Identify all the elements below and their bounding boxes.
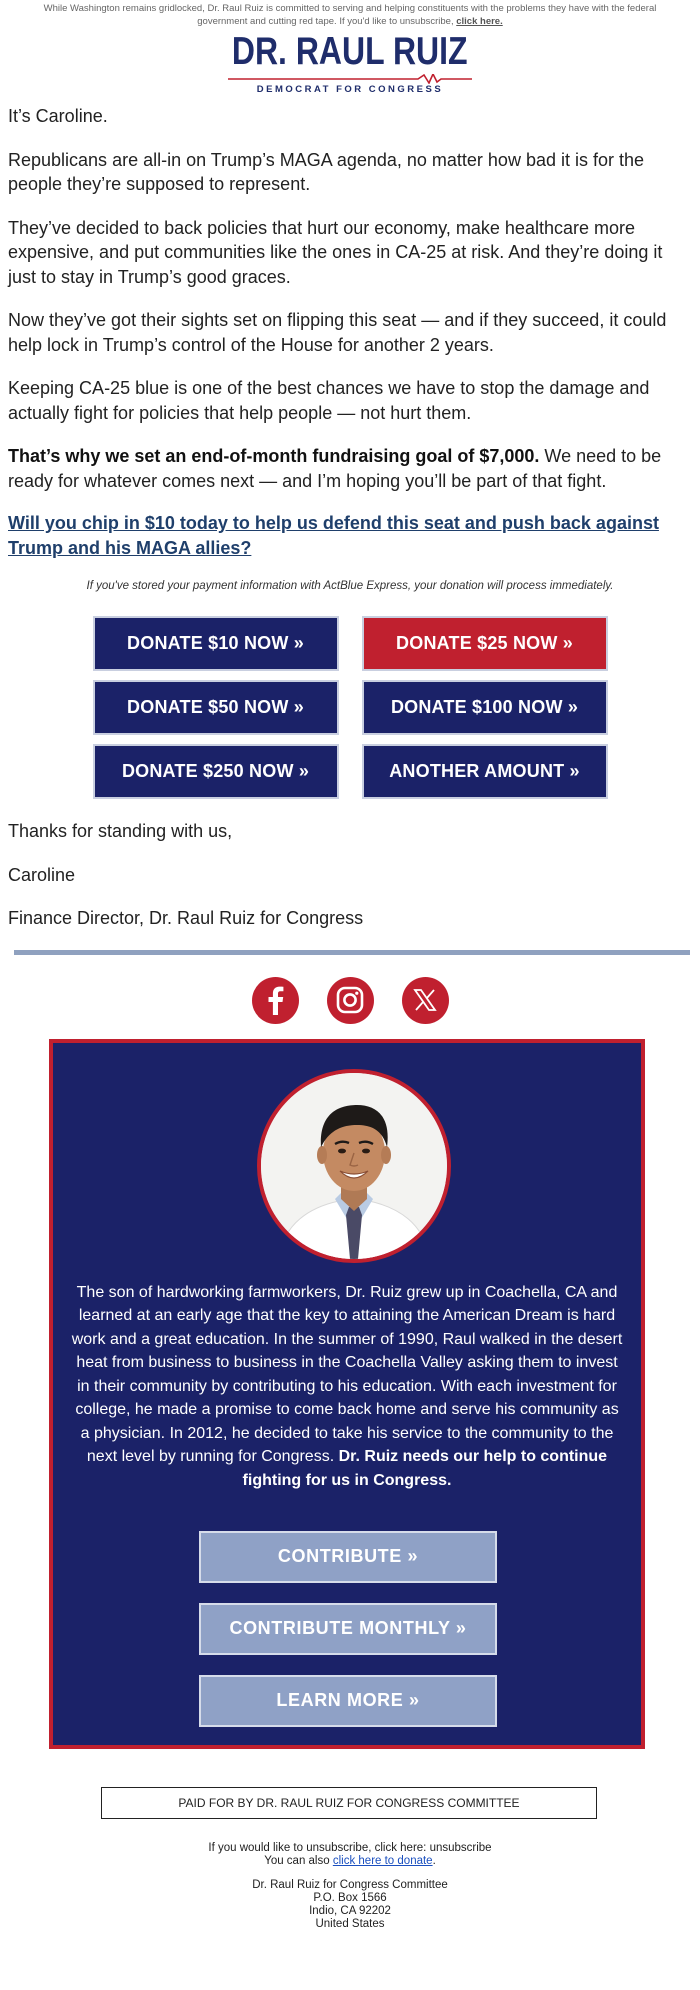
facebook-icon[interactable] — [252, 977, 299, 1024]
x-icon[interactable] — [402, 977, 449, 1024]
heartbeat-line-icon — [228, 74, 472, 84]
bio-call-to-action: Dr. Ruiz needs our help to continue fighting for us in Congress. — [242, 1448, 608, 1489]
donate-100-button[interactable]: DONATE $100 NOW » — [362, 680, 608, 735]
donate-250-button[interactable]: DONATE $250 NOW » — [93, 744, 339, 799]
section-divider — [14, 950, 690, 955]
candidate-portrait — [257, 1069, 451, 1263]
paragraph-2: They’ve decided to back policies that hurt our economy, make healthcare more expensive, and put communities like the ones in CA-25 at risk. And they’re doing it just to stay in Trump’s good graces. — [8, 217, 663, 287]
greeting: It’s Caroline. — [8, 106, 108, 126]
chip-in-link[interactable]: Will you chip in $10 today to help us defend this seat and push back against Trump and his MAGA allies? — [8, 513, 659, 558]
address-line: P.O. Box 1566 — [313, 1891, 387, 1904]
donate-50-button[interactable]: DONATE $50 NOW » — [93, 680, 339, 735]
contribute-monthly-button[interactable]: CONTRIBUTE MONTHLY » — [199, 1603, 497, 1655]
address-line: Dr. Raul Ruiz for Congress Committee — [252, 1878, 448, 1891]
paragraph-5-rest: We need to be ready for whatever comes next — and I’m hoping you’ll be part of that fight. — [8, 446, 662, 491]
address-line: United States — [315, 1917, 385, 1930]
signoff — [0, 819, 700, 931]
paid-for-disclaimer: PAID FOR BY DR. RAUL RUIZ FOR CONGRESS COMMITTEE — [101, 1787, 597, 1819]
donate-button-grid — [93, 616, 608, 799]
logo-tagline: DEMOCRAT FOR CONGRESS — [256, 84, 444, 95]
address-line: Indio, CA 92202 — [309, 1904, 391, 1917]
footer-donate-link[interactable]: click here to donate — [332, 1854, 433, 1867]
contribute-button[interactable]: CONTRIBUTE » — [199, 1531, 497, 1583]
learn-more-button[interactable]: LEARN MORE » — [199, 1675, 497, 1727]
footer-unsubscribe[interactable]: If you would like to unsubscribe, click here: unsubscribe — [208, 1841, 492, 1854]
another-amount-button[interactable]: ANOTHER AMOUNT » — [362, 744, 608, 799]
signoff-name: Caroline — [8, 864, 76, 885]
instagram-icon[interactable] — [327, 977, 374, 1024]
actblue-note: If you've stored your payment information with ActBlue Express, your donation will process immediately. — [86, 580, 614, 592]
campaign-logo — [0, 32, 700, 94]
signoff-thanks: Thanks for standing with us, — [8, 821, 233, 841]
logo-name: DR. RAUL RUIZ — [232, 30, 468, 73]
mailing-address — [0, 1879, 700, 1931]
unsubscribe-link[interactable]: click here. — [456, 16, 503, 27]
signoff-title: Finance Director, Dr. Raul Ruiz for Congress — [8, 908, 364, 928]
bio-text — [71, 1281, 623, 1493]
paragraph-1: Republicans are all-in on Trump’s MAGA agenda, no matter how bad it is for the people they’re supposed to represent. — [8, 149, 645, 194]
bio-card — [49, 1039, 645, 1749]
paragraph-4: Keeping CA-25 blue is one of the best chances we have to stop the damage and actually fight for policies that help people — not hurt them. — [8, 378, 650, 423]
social-links — [0, 977, 700, 1024]
paragraph-3: Now they’ve got their sights set on flipping this seat — and if they succeed, it could help lock in Trump’s control of the House for another 2 years. — [8, 310, 667, 355]
paragraph-5 — [8, 444, 692, 493]
footer — [0, 1842, 700, 1931]
footer-donate-prefix: You can also — [264, 1854, 333, 1867]
fundraising-goal: That’s why we set an end-of-month fundraising goal of $7,000. — [8, 446, 540, 466]
donate-10-button[interactable]: DONATE $10 NOW » — [93, 616, 339, 671]
footer-donate-suffix: . — [432, 1854, 436, 1867]
footer-donate-line — [0, 1855, 700, 1868]
bio-paragraph: The son of hardworking farmworkers, Dr. Ruiz grew up in Coachella, CA and learned at an early age that the key to attaining the American Dream is hard work and a great education. In the summer of 1990, Raul walked in the desert heat from business to business in the Coachella Valley asking them to invest in their community by contributing to his education. With each investment for college, he made a promise to come back home and serve his community as a physician. In 2012, he decided to take his service to the community to the next level by running for Congress. — [71, 1283, 623, 1465]
donate-25-button[interactable]: DONATE $25 NOW » — [362, 616, 608, 671]
message-body — [0, 104, 700, 493]
preheader — [0, 0, 700, 28]
preheader-text: While Washington remains gridlocked, Dr. Raul Ruiz is committed to serving and helping constituents with the problems they have with the federal government and cutting red tape. If you'd like to unsubscribe, — [43, 3, 657, 27]
